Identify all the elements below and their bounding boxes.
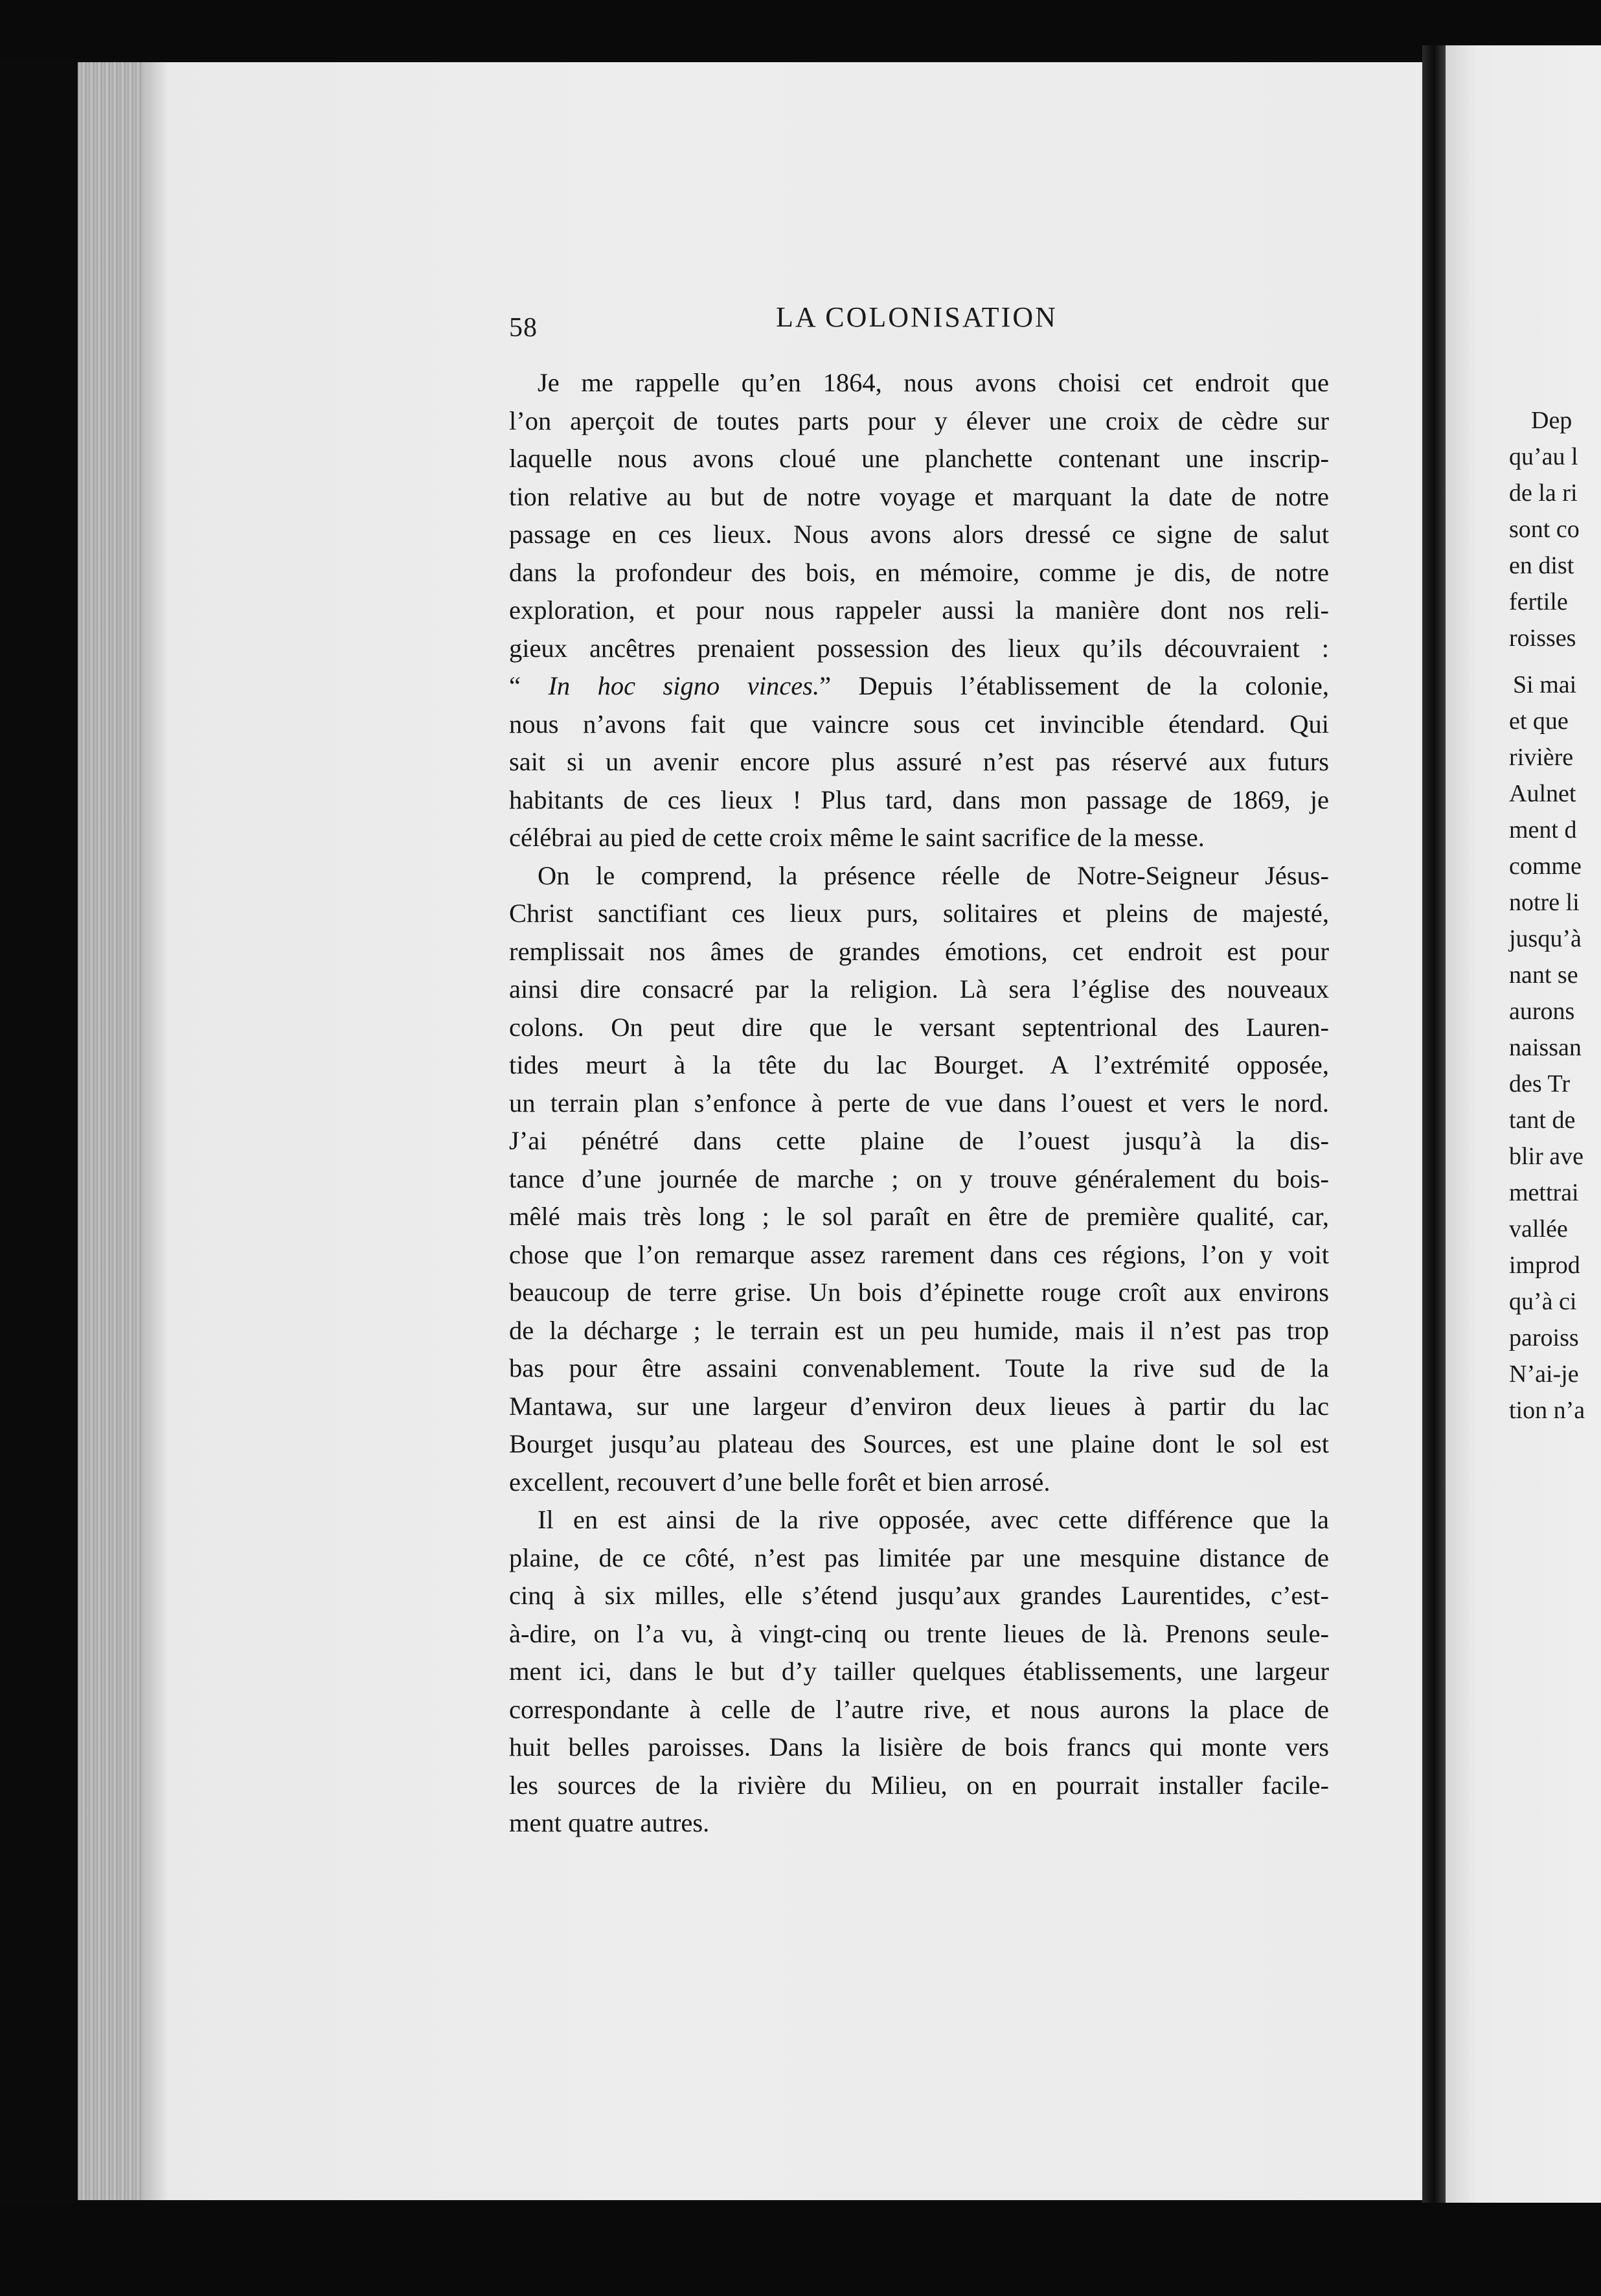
text-line: nous n’avons fait que vaincre sous cet invincible étendard. Qui bbox=[509, 709, 1329, 739]
text-line: exploration, et pour nous rappeler aussi la manière dont nos reli- bbox=[509, 595, 1329, 625]
facing-page-line: paroiss bbox=[1509, 1324, 1579, 1351]
facing-page-line: des Tr bbox=[1509, 1070, 1570, 1097]
text-line: huit belles paroisses. Dans la lisière de bois francs qui monte vers bbox=[509, 1732, 1329, 1762]
facing-page-line: ment d bbox=[1509, 816, 1577, 844]
text-line: “ In hoc signo vinces.” Depuis l’établissement de la colonie, bbox=[509, 671, 1329, 700]
text-line: Bourget jusqu’au plateau des Sources, est une plaine dont le sol est bbox=[509, 1429, 1329, 1458]
text-line: Christ sanctifiant ces lieux purs, solitaires et pleins de majesté, bbox=[509, 899, 1329, 928]
facing-page-line: notre li bbox=[1509, 889, 1580, 916]
text-line: Il en est ainsi de la rive opposée, avec cette différence que la bbox=[538, 1505, 1329, 1534]
text-line: ment ici, dans le but d’y tailler quelques établissements, une largeur bbox=[509, 1657, 1329, 1686]
text-line: colons. On peut dire que le versant septentrional des Lauren- bbox=[509, 1012, 1329, 1042]
facing-page-line: nant se bbox=[1509, 961, 1578, 989]
facing-page-partial bbox=[1446, 45, 1601, 2209]
text-line: ainsi dire consacré par la religion. Là sera l’église des nouveaux bbox=[509, 974, 1329, 1004]
facing-page-line: rivière bbox=[1509, 744, 1574, 771]
body-text bbox=[509, 364, 1329, 1843]
text-line: J’ai pénétré dans cette plaine de l’ouest jusqu’à la dis- bbox=[509, 1126, 1329, 1155]
facing-page-line: qu’à ci bbox=[1509, 1288, 1577, 1315]
text-line: plaine, de ce côté, n’est pas limitée par une mesquine distance de bbox=[509, 1543, 1329, 1572]
facing-page-line: N’ai-je bbox=[1509, 1360, 1579, 1388]
facing-page-line: de la ri bbox=[1509, 479, 1578, 507]
page-edge-shadow bbox=[142, 62, 168, 2200]
text-line: l’on aperçoit de toutes parts pour y élever une croix de cèdre sur bbox=[509, 406, 1329, 435]
text-line: sait si un avenir encore plus assuré n’est pas réservé aux futurs bbox=[509, 747, 1329, 776]
text-line: dans la profondeur des bois, en mémoire, comme je dis, de notre bbox=[509, 557, 1329, 587]
text-line: un terrain plan s’enfonce à perte de vue dans l’ouest et vers le nord. bbox=[509, 1088, 1329, 1118]
facing-page-line: roisses bbox=[1509, 625, 1576, 652]
facing-page-line: tion n’a bbox=[1509, 1397, 1585, 1424]
facing-page-line: blir ave bbox=[1509, 1143, 1584, 1170]
book-gutter bbox=[1422, 45, 1446, 2209]
text-line: tance d’une journée de marche ; on y trouve généralement du bois- bbox=[509, 1164, 1329, 1193]
text-line: On le comprend, la présence réelle de Notre-Seigneur Jésus- bbox=[538, 860, 1329, 890]
facing-page-line: aurons bbox=[1509, 998, 1575, 1025]
facing-page-line: et que bbox=[1509, 707, 1569, 735]
text-line: de la décharge ; le terrain est un peu humide, mais il n’est pas trop bbox=[509, 1315, 1329, 1345]
facing-page-line: Si mai bbox=[1513, 671, 1577, 698]
text-line: excellent, recouvert d’une belle forêt et bien arrosé. bbox=[509, 1467, 1050, 1497]
scan-top-border bbox=[0, 0, 1601, 58]
text-line: passage en ces lieux. Nous avons alors dressé ce signe de salut bbox=[509, 520, 1329, 549]
text-line: beaucoup de terre grise. Un bois d’épinette rouge croît aux environs bbox=[509, 1278, 1329, 1307]
facing-page-line: fertile bbox=[1509, 588, 1568, 615]
facing-page-line: en dist bbox=[1509, 552, 1574, 579]
page-number: 58 bbox=[509, 313, 538, 343]
text-line: habitants de ces lieux ! Plus tard, dans mon passage de 1869, je bbox=[509, 785, 1329, 814]
text-line: Mantawa, sur une largeur d’environ deux lieues à partir du lac bbox=[509, 1391, 1329, 1421]
facing-page-line: comme bbox=[1509, 853, 1582, 880]
text-line: à-dire, on l’a vu, à vingt-cinq ou trente lieues de là. Prenons seule- bbox=[509, 1618, 1329, 1648]
text-line: cinq à six milles, elle s’étend jusqu’aux grandes Laurentides, c’est- bbox=[509, 1581, 1329, 1610]
facing-page-line: Dep bbox=[1531, 407, 1573, 434]
scan-bottom-border bbox=[0, 2203, 1601, 2296]
text-line: Je me rappelle qu’en 1864, nous avons choisi cet endroit que bbox=[538, 368, 1329, 397]
text-line: laquelle nous avons cloué une planchette contenant une inscrip- bbox=[509, 444, 1329, 473]
text-line: chose que l’on remarque assez rarement dans ces régions, l’on y voit bbox=[509, 1239, 1329, 1269]
facing-page-line: jusqu’à bbox=[1509, 925, 1582, 952]
text-line: gieux ancêtres prenaient possession des lieux qu’ils découvraient : bbox=[509, 633, 1329, 663]
facing-page-line: sont co bbox=[1509, 516, 1580, 543]
text-line: tides meurt à la tête du lac Bourget. A l’extrémité opposée, bbox=[509, 1050, 1329, 1079]
text-line: correspondante à celle de l’autre rive, et nous aurons la place de bbox=[509, 1694, 1329, 1724]
text-line: célébrai au pied de cette croix même le saint sacrifice de la messe. bbox=[509, 823, 1205, 852]
facing-page-line: naissan bbox=[1509, 1034, 1582, 1061]
facing-page-line: improd bbox=[1509, 1252, 1580, 1279]
facing-page-line: mettrai bbox=[1509, 1179, 1579, 1206]
running-head: LA COLONISATION bbox=[776, 301, 1058, 333]
page-edge-stack bbox=[78, 62, 142, 2200]
facing-page-line: vallée bbox=[1509, 1215, 1568, 1243]
facing-page-line: qu’au l bbox=[1509, 443, 1578, 470]
text-line: bas pour être assaini convenablement. Toute la rive sud de la bbox=[509, 1353, 1329, 1383]
facing-page-line: Aulnet bbox=[1509, 780, 1576, 807]
facing-page-line: tant de bbox=[1509, 1107, 1576, 1134]
text-line: ment quatre autres. bbox=[509, 1808, 710, 1837]
text-line: mêlé mais très long ; le sol paraît en être de première qualité, car, bbox=[509, 1202, 1329, 1231]
latin-motto: In hoc signo vinces. bbox=[548, 671, 820, 700]
text-line: les sources de la rivière du Milieu, on en pourrait installer facile- bbox=[509, 1770, 1329, 1800]
text-line: remplissait nos âmes de grandes émotions, cet endroit est pour bbox=[509, 936, 1329, 966]
text-line: tion relative au but de notre voyage et marquant la date de notre bbox=[509, 481, 1329, 511]
